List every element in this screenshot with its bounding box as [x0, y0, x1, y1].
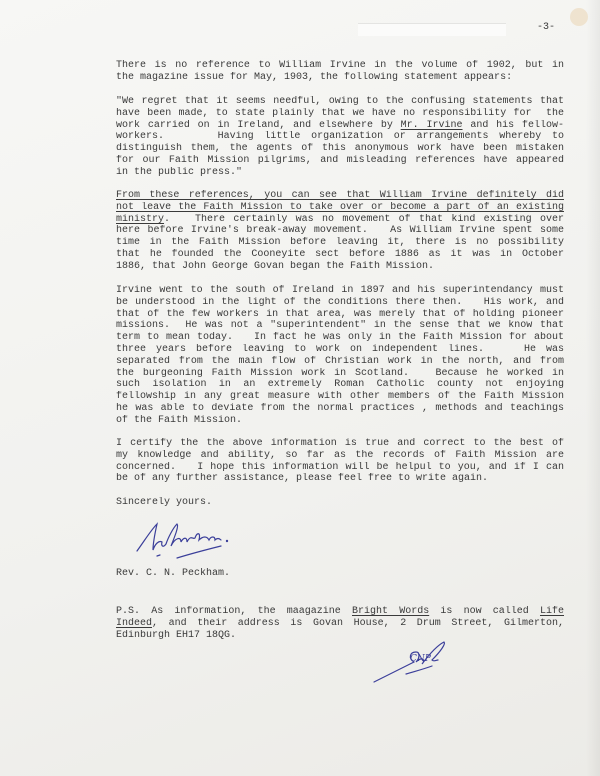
text-segment: . There certainly was no movement of that kind existing over — [164, 213, 564, 225]
text-segment: distinguish them, the agents of this anonymous work have been mistaken — [116, 143, 564, 155]
quoted-statement — [116, 96, 564, 179]
initials-signature — [370, 638, 450, 684]
underlined-text: ministry — [116, 213, 165, 225]
text-line — [116, 237, 564, 249]
text-segment: concerned. I hope this information will be helpul to you, and if I can — [116, 461, 564, 473]
text-segment: Edinburgh EH17 18QG. — [116, 629, 237, 641]
text-line — [116, 190, 564, 202]
text-segment: in the public press." — [116, 166, 243, 178]
text-line — [116, 108, 564, 120]
text-segment: have been made, to state plainly that we have no responsibility for the — [116, 107, 564, 119]
text-segment: work carried on in Ireland, and elsewhere by — [116, 119, 401, 131]
text-line — [116, 320, 564, 332]
text-segment: my knowledge and ability, so far as the records of Faith Mission are — [116, 449, 564, 461]
text-segment: term to mean today. In fact he was only in the Faith Mission for about — [116, 332, 564, 344]
underlined-text: Indeed — [116, 617, 153, 629]
text-line — [116, 630, 564, 642]
text-segment: for our Faith Mission pilgrims, and misleading references have appeared — [116, 154, 564, 166]
text-line — [116, 249, 564, 261]
text-line — [116, 155, 564, 167]
text-segment: "We regret that it seems needful, owing to the confusing statements that — [116, 96, 564, 107]
closing — [116, 497, 564, 509]
text-line — [116, 297, 564, 309]
text-line — [116, 391, 564, 403]
text-line — [116, 344, 564, 356]
text-line — [116, 225, 564, 237]
text-line — [116, 167, 564, 179]
underlined-text: Mr. Irvine — [400, 119, 463, 131]
intro-paragraph — [116, 60, 564, 84]
underlined-text: From these references, you can see that William Irvine definitely did — [116, 190, 564, 201]
text-segment: 1886, that John George Govan began the Faith Mission. — [116, 260, 435, 272]
text-segment: three years before leaving to work on independent lines. He was — [116, 343, 564, 355]
text-line — [116, 379, 564, 391]
page-number: -3- — [537, 22, 556, 33]
certification-paragraph — [116, 438, 564, 485]
text-line — [116, 285, 564, 297]
signature-peckham — [135, 518, 245, 563]
text-segment: such isolation in an extremely Roman Catholic county not enjoying — [116, 379, 564, 391]
text-line — [116, 450, 564, 462]
irvine-history-paragraph — [116, 285, 564, 427]
text-segment: be of any further assistance, please feel free to write again. — [116, 473, 489, 485]
text-segment: Irvine went to the south of Ireland in 1897 and his superintendancy must — [116, 285, 564, 296]
text-line — [116, 143, 564, 155]
text-segment: P.S. As information, the maagazine — [116, 606, 352, 617]
text-line — [116, 120, 564, 132]
conclusion-paragraph — [116, 190, 564, 273]
underlined-text: Life — [539, 606, 564, 617]
initials-text: CNP — [410, 654, 431, 664]
text-line — [116, 618, 564, 630]
text-segment: is now called — [429, 606, 540, 617]
text-line — [116, 96, 564, 108]
text-segment: I certify the the above information is true and correct to the best of — [116, 438, 564, 449]
text-line — [116, 368, 564, 380]
text-line — [116, 261, 564, 273]
underlined-text: not leave the Faith Mission to take over or become a part of an existing — [116, 201, 564, 213]
text-segment: , and their address is Govan House, 2 Drum Street, Gilmerton, — [152, 617, 564, 629]
text-line — [116, 356, 564, 368]
text-segment: he was able to deviate from the normal practices , methods and teachings — [116, 402, 564, 414]
text-line — [116, 568, 564, 580]
text-line — [116, 473, 564, 485]
text-line — [116, 462, 564, 474]
text-line — [116, 606, 564, 618]
text-line — [116, 214, 564, 226]
text-segment: the magazine issue for May, 1903, the following statement appears: — [116, 71, 513, 83]
text-segment: of the Faith Mission. — [116, 414, 243, 426]
text-segment: and his fellow- — [462, 119, 564, 131]
text-segment: that of the few workers in that area, was merely that of holding pioneer — [116, 308, 564, 320]
redacted-header-strip — [358, 23, 506, 36]
text-segment: the burgeoning Faith Mission work in Scotland. Because he worked in — [116, 367, 564, 379]
paper-edge-shadow — [586, 0, 600, 776]
text-segment: missions. He was not a "superintendent" in the sense that we know that — [116, 320, 564, 332]
text-segment: workers. Having little organization or arrangements whereby to — [116, 131, 564, 143]
text-line — [116, 60, 564, 72]
text-line — [116, 403, 564, 415]
stain-mark — [570, 8, 588, 26]
text-line — [116, 131, 564, 143]
postscript — [116, 606, 564, 641]
text-line — [116, 202, 564, 214]
text-segment: There is no reference to William Irvine in the volume of 1902, but in — [116, 60, 564, 71]
text-line — [116, 438, 564, 450]
underlined-text: Bright Words — [352, 606, 430, 617]
text-segment: Rev. C. N. Peckham. — [116, 568, 231, 579]
text-line — [116, 309, 564, 321]
text-segment: be understood in the light of the conditions there then. His work, and — [116, 296, 564, 308]
text-segment: here before Irvine's break-away movement. As William Irvine spent some — [116, 225, 564, 237]
text-segment: fellowship in any great measure with other members of the Faith Mission — [116, 391, 564, 403]
text-segment: separated from the main flow of Christian work in the north, and from — [116, 355, 564, 367]
text-line — [116, 332, 564, 344]
text-segment: Sincerely yours. — [116, 497, 213, 508]
signatory-name — [116, 568, 564, 580]
text-segment: time in the Faith Mission before leaving it, there is no possibility — [116, 237, 564, 249]
text-line — [116, 72, 564, 84]
text-segment: that he founded the Cooneyite sect before 1886 as it was in October — [116, 248, 564, 260]
text-line — [116, 497, 564, 509]
text-line — [116, 415, 564, 427]
